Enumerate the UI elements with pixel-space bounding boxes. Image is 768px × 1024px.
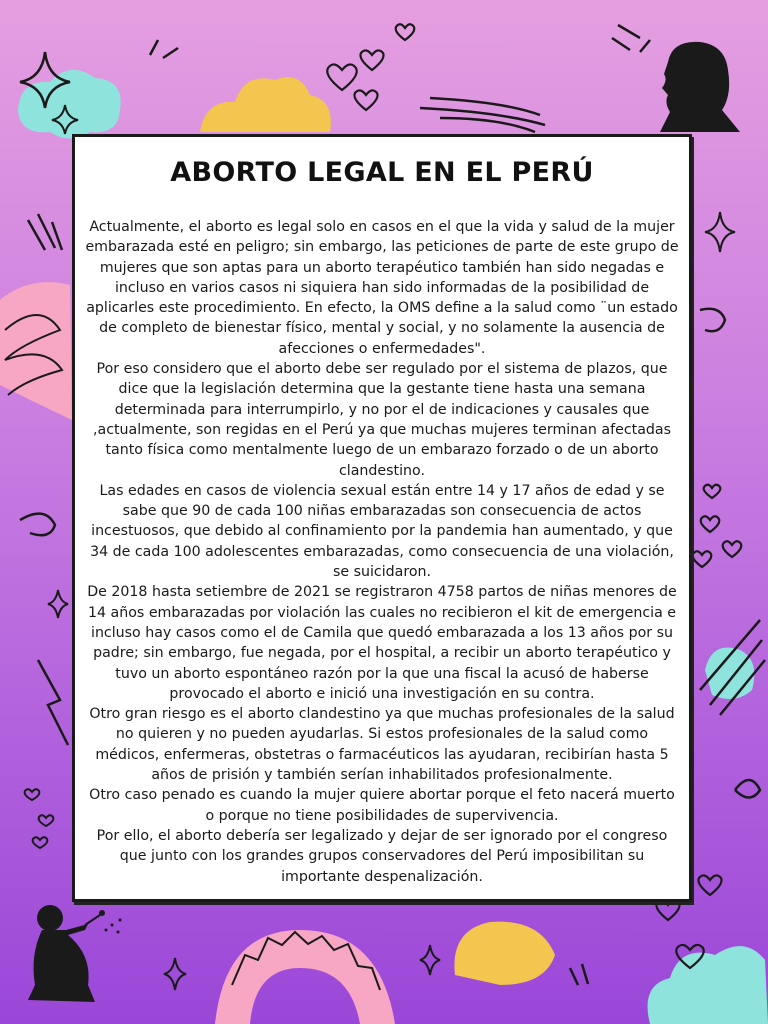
yellow-cloud-top [200, 77, 331, 132]
heart-icon [354, 90, 377, 110]
sparkle-icon [420, 945, 440, 975]
paragraph-2: Por eso considero que el aborto debe ser regulado por el sistema de plazos, que dice que la legislación determina que la gestante tiene hasta una semana determinada para interrumpirlo, y no por el de indicaciones y causales que ,actualmente, son regidas en el Perú ya que muchas mujeres terminan afectadas tanto física como mentalmente luego de un embarazo forzado o de un aborto clandestino. [92, 361, 671, 479]
heart-icon [701, 516, 720, 532]
rainbow-arch-icon [215, 930, 395, 1024]
heart-icon [396, 24, 415, 40]
woman-profile-silhouette [660, 42, 740, 132]
mint-cloud-top-left [18, 70, 121, 139]
heart-icon [693, 551, 712, 567]
girl-blowing-dandelion-silhouette [28, 905, 122, 1002]
lightning-icon [38, 660, 68, 745]
heart-icon [656, 900, 679, 920]
paragraph-5: Otro gran riesgo es el aborto clandestino ya que muchas profesionales de la salud no quieren y no pueden ayudarlas. Si estos profesionales de la salud como médicos, enfermeras, obstetras o farmacéuticos las ayudaran, recibirían hasta 5 años de prisión y también serían inhabilitados profesionalmente. [89, 706, 675, 784]
paragraph-4: De 2018 hasta setiembre de 2021 se registraron 4758 partos de niñas menores de 14 años embarazadas por violación las cuales no recibieron el kit de emergencia e incluso hay casos como el de Camila que quedó embarazada a los 13 años por su padre; sin embargo, fue negada, por el hospital, a recibir un aborto terapéutico y tuvo un aborto espontáneo razón por la que una fiscal la acusó de haberse provocado el aborto e inició una investigación en su contra. [87, 584, 677, 702]
mint-cloud-bottom-right [648, 946, 768, 1024]
paragraph-7: Por ello, el aborto debería ser legalizado y dejar de ser ignorado por el congreso que junto con los grandes grupos conservadores del Perú imposibilitan su importante despenalización. [96, 827, 668, 885]
heart-icon [327, 64, 356, 90]
heart-icon [698, 875, 721, 895]
hearts-left [25, 789, 54, 848]
document-title: ABORTO LEGAL EN EL PERÚ [170, 157, 594, 188]
heart-icon [25, 789, 40, 800]
heart-icon [39, 815, 54, 826]
pink-blob-left [0, 282, 72, 420]
yellow-blob-bottom [454, 922, 555, 985]
sparkle-icon [48, 590, 68, 618]
paragraph-6: Otro caso penado es cuando la mujer quiere abortar porque el feto nacerá muerto o porque no tiene posibilidades de supervivencia. [89, 787, 675, 824]
heart-icon [33, 837, 48, 848]
paragraph-3: Las edades en casos de violencia sexual están entre 14 y 17 años de edad y se sabe que 90 de cada 100 niñas embarazadas son consecuencia de actos incestuosos, que debido al confinamiento por la pandemia han aumentado, y que 34 de cada 100 adolescentes embarazadas, como consecuencia de una violación, se suicidaron. [90, 482, 674, 581]
heart-icon [704, 485, 721, 498]
document-body [85, 217, 679, 887]
hearts-top [327, 24, 414, 110]
heart-icon [360, 50, 383, 70]
sparkle-icon [164, 958, 186, 990]
sparkle-icon [705, 212, 735, 252]
document-card [72, 134, 692, 902]
heart-icon [723, 541, 742, 557]
paragraph-1: Actualmente, el aborto es legal solo en casos en el que la vida y salud de la mujer embarazada esté en peligro; sin embargo, las peticiones de parte de este grupo de mujeres que son aptas para un aborto terapéutico también han sido negadas e incluso en varios casos ni siquiera han sido informadas de la posibilidad de aplicarles este procedimiento. En efecto, la OMS define a la salud como ¨un estado de completo de bienestar físico, mental y social, y no solamente la ausencia de afecciones o enfermedades". [85, 219, 679, 357]
